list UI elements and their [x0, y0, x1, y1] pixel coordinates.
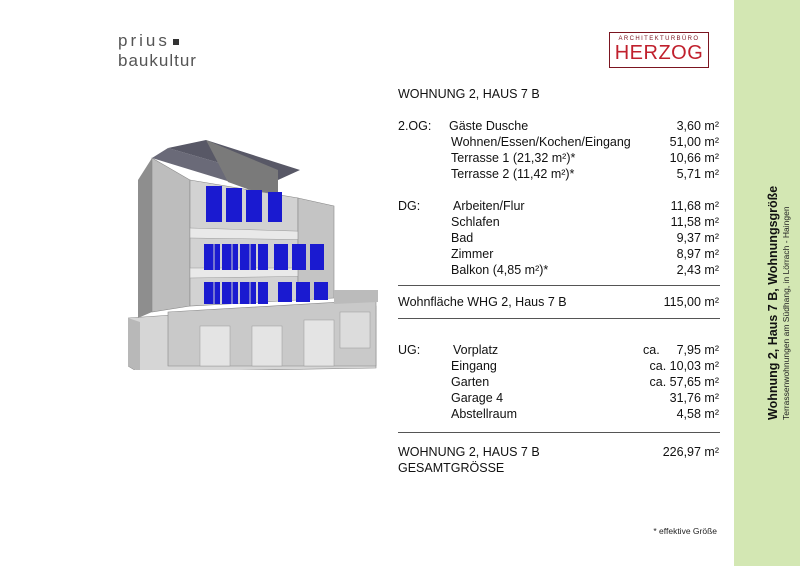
- og-row-name: Gäste Dusche: [449, 119, 529, 133]
- divider: [398, 432, 720, 433]
- divider: [398, 285, 720, 286]
- og-row-name: Terrasse 1 (21,32 m²)*: [451, 151, 576, 165]
- og-row-name: Wohnen/Essen/Kochen/Eingang: [451, 135, 631, 149]
- dg-row-name: Bad: [451, 231, 474, 245]
- dg-row-value: 11,58 m²: [670, 215, 719, 229]
- sidebar-subtitle: Terrassenwohnungen am Südhang, in Lörrach - Haingen: [781, 206, 791, 420]
- og-row-name: Terrasse 2 (11,42 m²)*: [451, 167, 575, 181]
- dg-row-name: Schlafen: [451, 215, 500, 229]
- dg-row-name: Arbeiten/Flur: [453, 199, 525, 213]
- dg-row-value: 8,97 m²: [676, 247, 719, 261]
- ug-row-name: Garage 4: [451, 391, 504, 405]
- dg-row-value: 11,68 m²: [670, 199, 719, 213]
- footnote: * effektive Größe: [653, 526, 717, 536]
- logo-prius-text: prius: [118, 31, 170, 50]
- ug-row-name: Vorplatz: [453, 343, 499, 357]
- og-row-value: 3,60 m²: [676, 119, 719, 133]
- ug-row-name: Garten: [451, 375, 490, 389]
- dg-row-name: Zimmer: [451, 247, 494, 261]
- og-label: 2.OG:: [398, 119, 432, 133]
- og-row-value: 5,71 m²: [676, 167, 719, 181]
- ug-row-value: 4,58 m²: [676, 407, 719, 421]
- living-area-label: Wohnfläche WHG 2, Haus 7 B: [398, 295, 567, 309]
- logo-dot: [173, 39, 179, 45]
- logo-baukultur-text: baukultur: [118, 51, 197, 70]
- sidebar-title: Wohnung 2, Haus 7 B, Wohnungsgröße: [766, 185, 780, 420]
- ug-row-prefix: ca.: [643, 343, 660, 357]
- ug-row-value: ca. 10,03 m²: [649, 359, 719, 373]
- og-row-value: 10,66 m²: [669, 151, 719, 165]
- ug-row-value: ca. 57,65 m²: [649, 375, 719, 389]
- dg-label: DG:: [398, 199, 421, 213]
- ug-label: UG:: [398, 343, 421, 357]
- herzog-logo-sub: ARCHITEKTURBÜRO: [618, 36, 700, 42]
- dg-row-name: Balkon (4,85 m²)*: [451, 263, 549, 277]
- ug-row-value: 31,76 m²: [669, 391, 719, 405]
- prius-baukultur-logo: [118, 32, 197, 69]
- ug-row-value: 7,95 m²: [676, 343, 719, 357]
- herzog-logo: [609, 32, 709, 68]
- living-area-value: 115,00 m²: [663, 295, 719, 309]
- dg-row-value: 9,37 m²: [676, 231, 719, 245]
- total-label-line2: GESAMTGRÖSSE: [398, 461, 505, 475]
- apartment-title: WOHNUNG 2, HAUS 7 B: [398, 87, 540, 101]
- sidebar-caption: [766, 160, 791, 420]
- dg-row-value: 2,43 m²: [676, 263, 719, 277]
- total-label-line1: WOHNUNG 2, HAUS 7 B: [398, 445, 540, 459]
- herzog-logo-main: HERZOG: [614, 42, 704, 64]
- og-row-value: 51,00 m²: [669, 135, 719, 149]
- building-illustration: [128, 140, 378, 370]
- divider: [398, 318, 720, 319]
- ug-row-name: Eingang: [451, 359, 497, 373]
- total-value: 226,97 m²: [662, 445, 719, 459]
- ug-row-name: Abstellraum: [451, 407, 517, 421]
